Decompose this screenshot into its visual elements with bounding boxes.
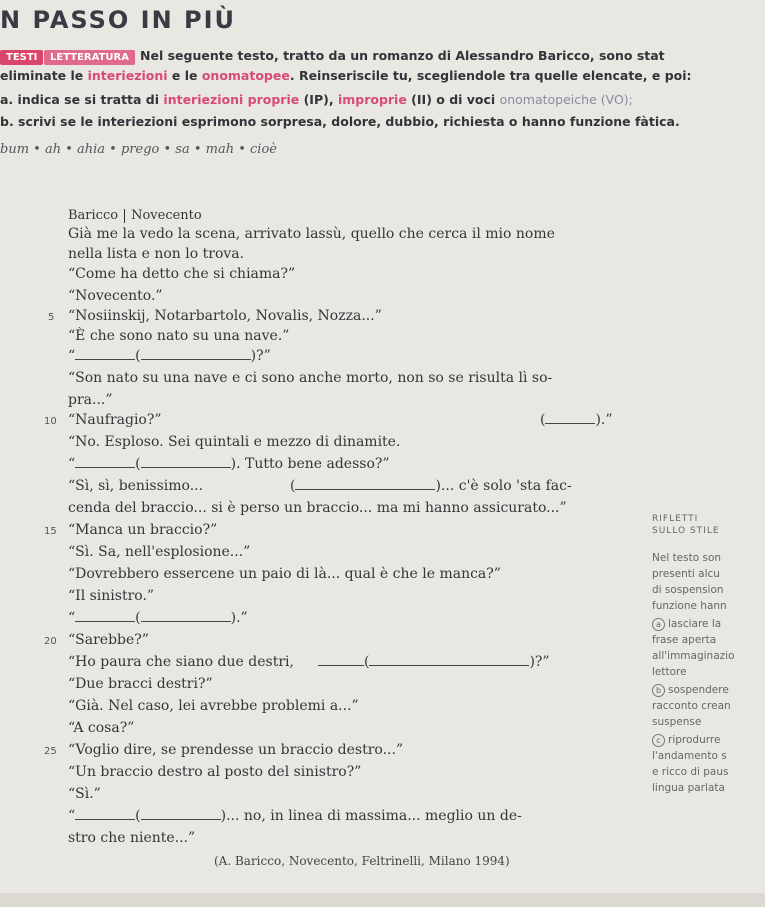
sidebar-text: di sospension	[652, 584, 724, 596]
sidebar-text: lettore	[652, 666, 687, 678]
work-title: Novecento	[131, 208, 202, 223]
passage-line: “Sì, sì, benissimo...	[68, 478, 204, 494]
option-a: a lasciare la	[652, 618, 721, 631]
passage-line: “Come ha detto che si chiama?”	[68, 266, 296, 282]
passage-line: “No. Esploso. Sei quintali e mezzo di dinamite.	[68, 434, 401, 450]
sidebar-text: presenti alcu	[652, 568, 720, 580]
passage-line: stro che niente...”	[68, 830, 196, 846]
passage-line: “Novecento.”	[68, 288, 163, 304]
sidebar-text: suspense	[652, 716, 702, 728]
blank-line: “ ( )... no, in linea di massima... meglio un de-	[68, 808, 522, 824]
passage-line: “Già. Nel caso, lei avrebbe problemi a...”	[68, 698, 359, 714]
citation: (A. Baricco, Novecento, Feltrinelli, Milano 1994)	[214, 854, 510, 868]
author-name: Baricco	[68, 208, 119, 223]
passage-line: “Due bracci destri?”	[68, 676, 213, 692]
sidebar-text: racconto crean	[652, 700, 731, 712]
sidebar-text: frase aperta	[652, 634, 717, 646]
sidebar-title: RIFLETTI	[652, 514, 699, 524]
passage-line: cenda del braccio... si è perso un braccio... ma mi hanno assicurato...”	[68, 500, 567, 516]
passage-line: “Son nato su una nave e ci sono anche morto, non so se risulta lì so-	[68, 370, 553, 386]
blank-inline: ( )... c'è solo 'sta fac-	[290, 478, 572, 494]
passage-line: Già me la vedo la scena, arrivato lassù, quello che cerca il mio nome	[68, 226, 555, 242]
option-b: b sospendere	[652, 684, 729, 697]
instruction-intro: Nel seguente testo, tratto da un romanzo di Alessandro Baricco, sono stat	[140, 48, 665, 63]
blank-inline: ( ).”	[540, 412, 613, 428]
badge-testi: TESTI	[0, 50, 43, 65]
blank-line: “ ( ).”	[68, 610, 248, 626]
line-number: 10	[44, 416, 57, 427]
passage-line: “Sì. Sa, nell'esplosione...”	[68, 544, 251, 560]
line-number: 5	[48, 312, 55, 323]
badge-letteratura: LETTERATURA	[44, 50, 135, 65]
passage-line: “Sì.”	[68, 786, 101, 802]
line-number: 20	[44, 636, 57, 647]
passage-line: “Il sinistro.”	[68, 588, 155, 604]
sidebar-text: all'immaginazio	[652, 650, 735, 662]
passage-line: “Un braccio destro al posto del sinistro?”	[68, 764, 362, 780]
passage-line: nella lista e non lo trova.	[68, 246, 245, 262]
sidebar-text: Nel testo son	[652, 552, 722, 564]
instruction-a: a. indica se si tratta di interiezioni proprie (IP), improprie (II) o di voci onomatopeiche (VO);	[0, 92, 633, 107]
blank-inline: ( )?”	[318, 654, 550, 670]
page-bottom-edge	[0, 893, 765, 907]
passage-line: “È che sono nato su una nave.”	[68, 328, 290, 344]
sidebar-text: e ricco di paus	[652, 766, 729, 778]
passage-line: “Nosiinskij, Notarbartolo, Novalis, Nozza...”	[68, 308, 382, 324]
passage-line: “Manca un braccio?”	[68, 522, 218, 538]
passage-line: “A cosa?”	[68, 720, 135, 736]
blank-line: “ ( ). Tutto bene adesso?”	[68, 456, 390, 472]
line-number: 25	[44, 746, 57, 757]
sidebar-subtitle: SULLO STILE	[652, 526, 720, 536]
option-c: c riprodurre	[652, 734, 720, 747]
blank-line: “ ( )?”	[68, 348, 271, 364]
passage-line: “Sarebbe?”	[68, 632, 149, 648]
passage-line: “Dovrebbero essercene un paio di là... qual è che le manca?”	[68, 566, 501, 582]
sidebar-text: funzione hann	[652, 600, 727, 612]
passage-line: “Voglio dire, se prendesse un braccio destro...”	[68, 742, 404, 758]
word-list: bum • ah • ahia • prego • sa • mah • cioè	[0, 142, 277, 157]
passage-line: “Naufragio?”	[68, 412, 162, 428]
author-line	[68, 208, 202, 223]
instruction-b: b. scrivi se le interiezioni esprimono sorpresa, dolore, dubbio, richiesta o hanno funzione fàtica.	[0, 114, 680, 129]
passage-line: pra...”	[68, 392, 113, 408]
line-number: 15	[44, 526, 57, 537]
instruction-line-2: eliminate le interiezioni e le onomatopee. Reinseriscile tu, scegliendole tra quelle elencate, e poi:	[0, 68, 692, 83]
sidebar-text: lingua parlata	[652, 782, 725, 794]
sidebar-text: l'andamento s	[652, 750, 727, 762]
passage-line: “Ho paura che siano due destri,	[68, 654, 294, 670]
section-title: N PASSO IN PIÙ	[0, 6, 237, 34]
